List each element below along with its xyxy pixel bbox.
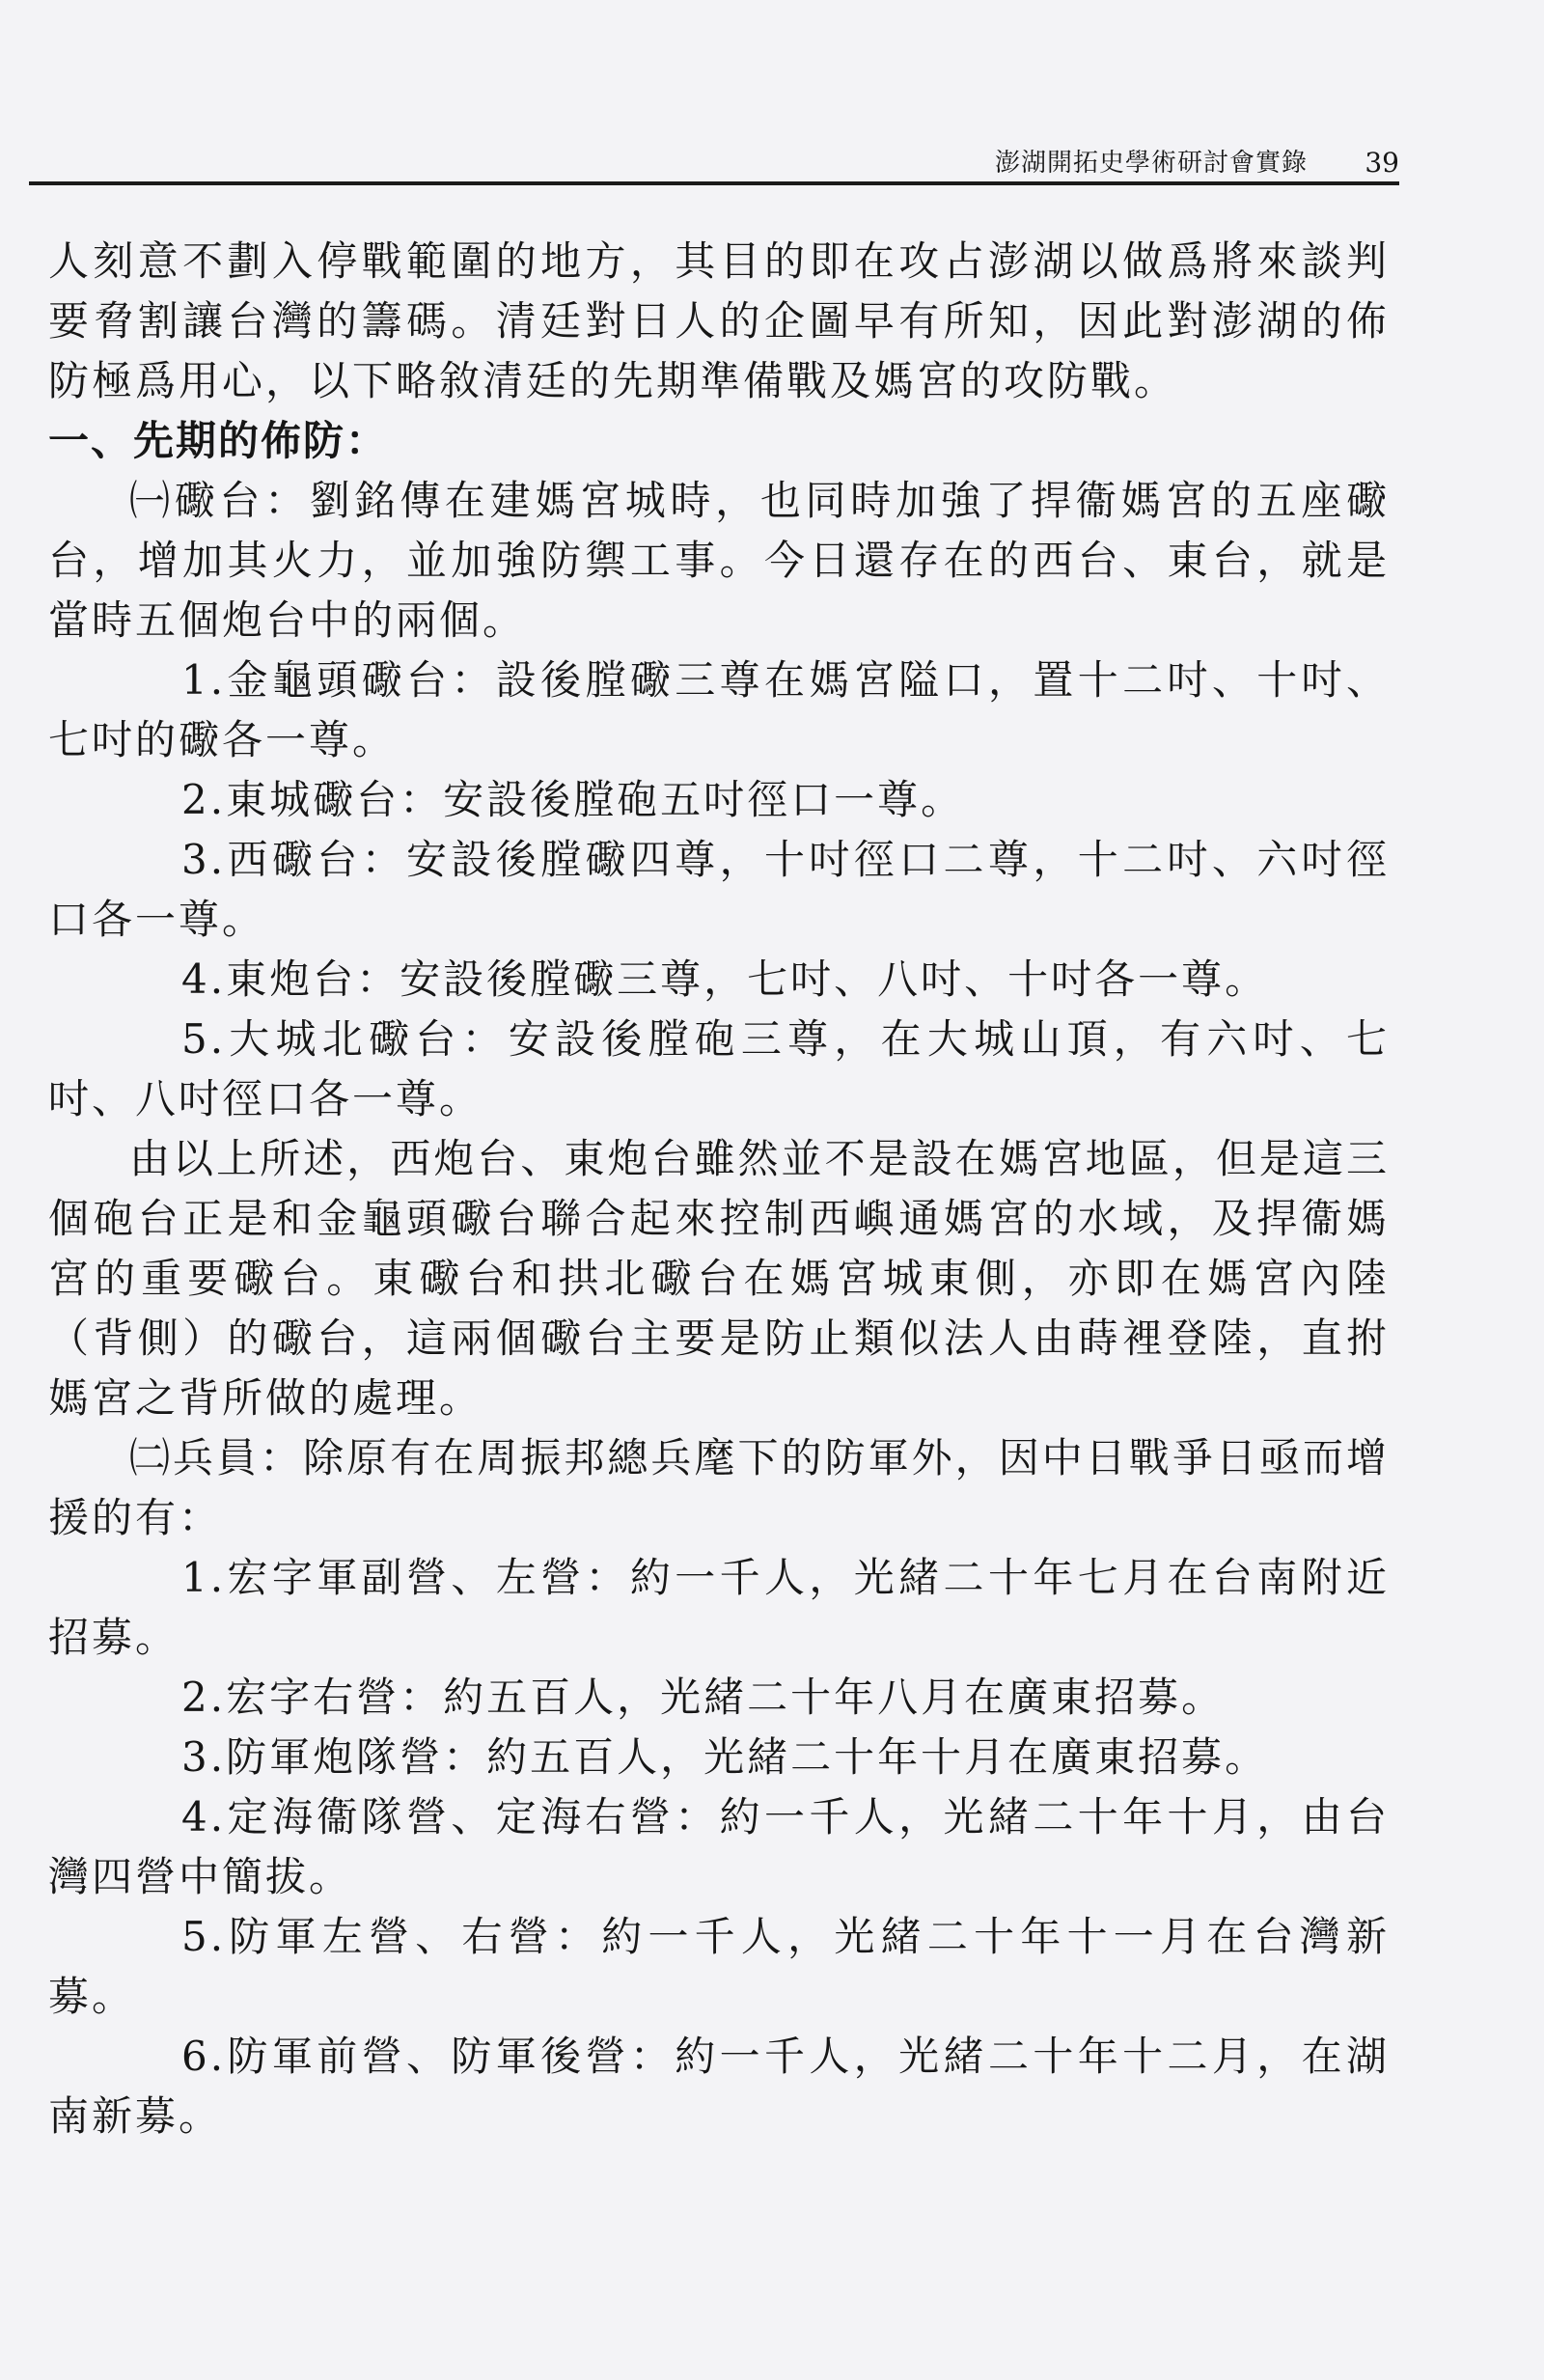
- page-number: 39: [1365, 147, 1399, 179]
- paragraph: 4.東炮台：安設後膛礮三尊，七吋、八吋、十吋各一尊。: [181, 955, 1269, 1003]
- paragraph: ㈡兵員：除原有在周振邦總兵麾下的防軍外，因中日戰爭日亟而增援的有：: [48, 1434, 1390, 1541]
- paragraph: 5.大城北礮台：安設後膛砲三尊，在大城山頂，有六吋、七吋、八吋徑口各一尊。: [48, 1015, 1390, 1122]
- running-header: [29, 135, 1399, 185]
- paragraph: 1.宏字軍副營、左營：約一千人，光緒二十年七月在台南附近招募。: [48, 1554, 1390, 1661]
- paragraph: ㈠礮台：劉銘傳在建媽宮城時，也同時加強了捍衞媽宮的五座礮台，增加其火力，並加強防禦工事。今日還存在的西台、東台，就是當時五個炮台中的兩個。: [48, 477, 1390, 644]
- paragraph: 6.防軍前營、防軍後營：約一千人，光緒二十年十二月，在湖南新募。: [48, 2033, 1390, 2140]
- paragraph: 2.宏字右營：約五百人，光緒二十年八月在廣東招募。: [181, 1674, 1226, 1721]
- section-heading: 一、先期的佈防：: [48, 417, 389, 464]
- paragraph: 5.防軍左營、右營：約一千人，光緒二十年十一月在台灣新募。: [48, 1913, 1390, 2020]
- paragraph: 3.西礮台：安設後膛礮四尊，十吋徑口二尊，十二吋、六吋徑口各一尊。: [48, 836, 1390, 943]
- body-text: [48, 232, 1390, 2146]
- header-title: 澎湖開拓史學術研討會實錄: [994, 149, 1308, 178]
- paragraph: 由以上所述，西炮台、東炮台雖然並不是設在媽宮地區，但是這三個砲台正是和金龜頭礮台聯合起來控制西嶼通媽宮的水域，及捍衞媽宮的重要礮台。東礮台和拱北礮台在媽宮城東側，亦即在媽宮內陸（背側）的礮台，這兩個礮台主要是防止類似法人由蒔裡登陸，直拊媽宮之背所做的處理。: [48, 1135, 1390, 1422]
- paragraph: 3.防軍炮隊營：約五百人，光緒二十年十月在廣東招募。: [181, 1733, 1269, 1781]
- paragraph: 2.東城礮台：安設後膛砲五吋徑口一尊。: [181, 776, 965, 823]
- paragraph: 1.金龜頭礮台：設後膛礮三尊在媽宮隘口，置十二吋、十吋、七吋的礮各一尊。: [48, 656, 1390, 763]
- paragraph: 4.定海衞隊營、定海右營：約一千人，光緒二十年十月，由台灣四營中簡拔。: [48, 1793, 1390, 1900]
- paragraph: 人刻意不劃入停戰範圍的地方，其目的即在攻占澎湖以做爲將來談判要脅割讓台灣的籌碼。清廷對日人的企圖早有所知，因此對澎湖的佈防極爲用心，以下略敘清廷的先期準備戰及媽宮的攻防戰。: [48, 237, 1390, 404]
